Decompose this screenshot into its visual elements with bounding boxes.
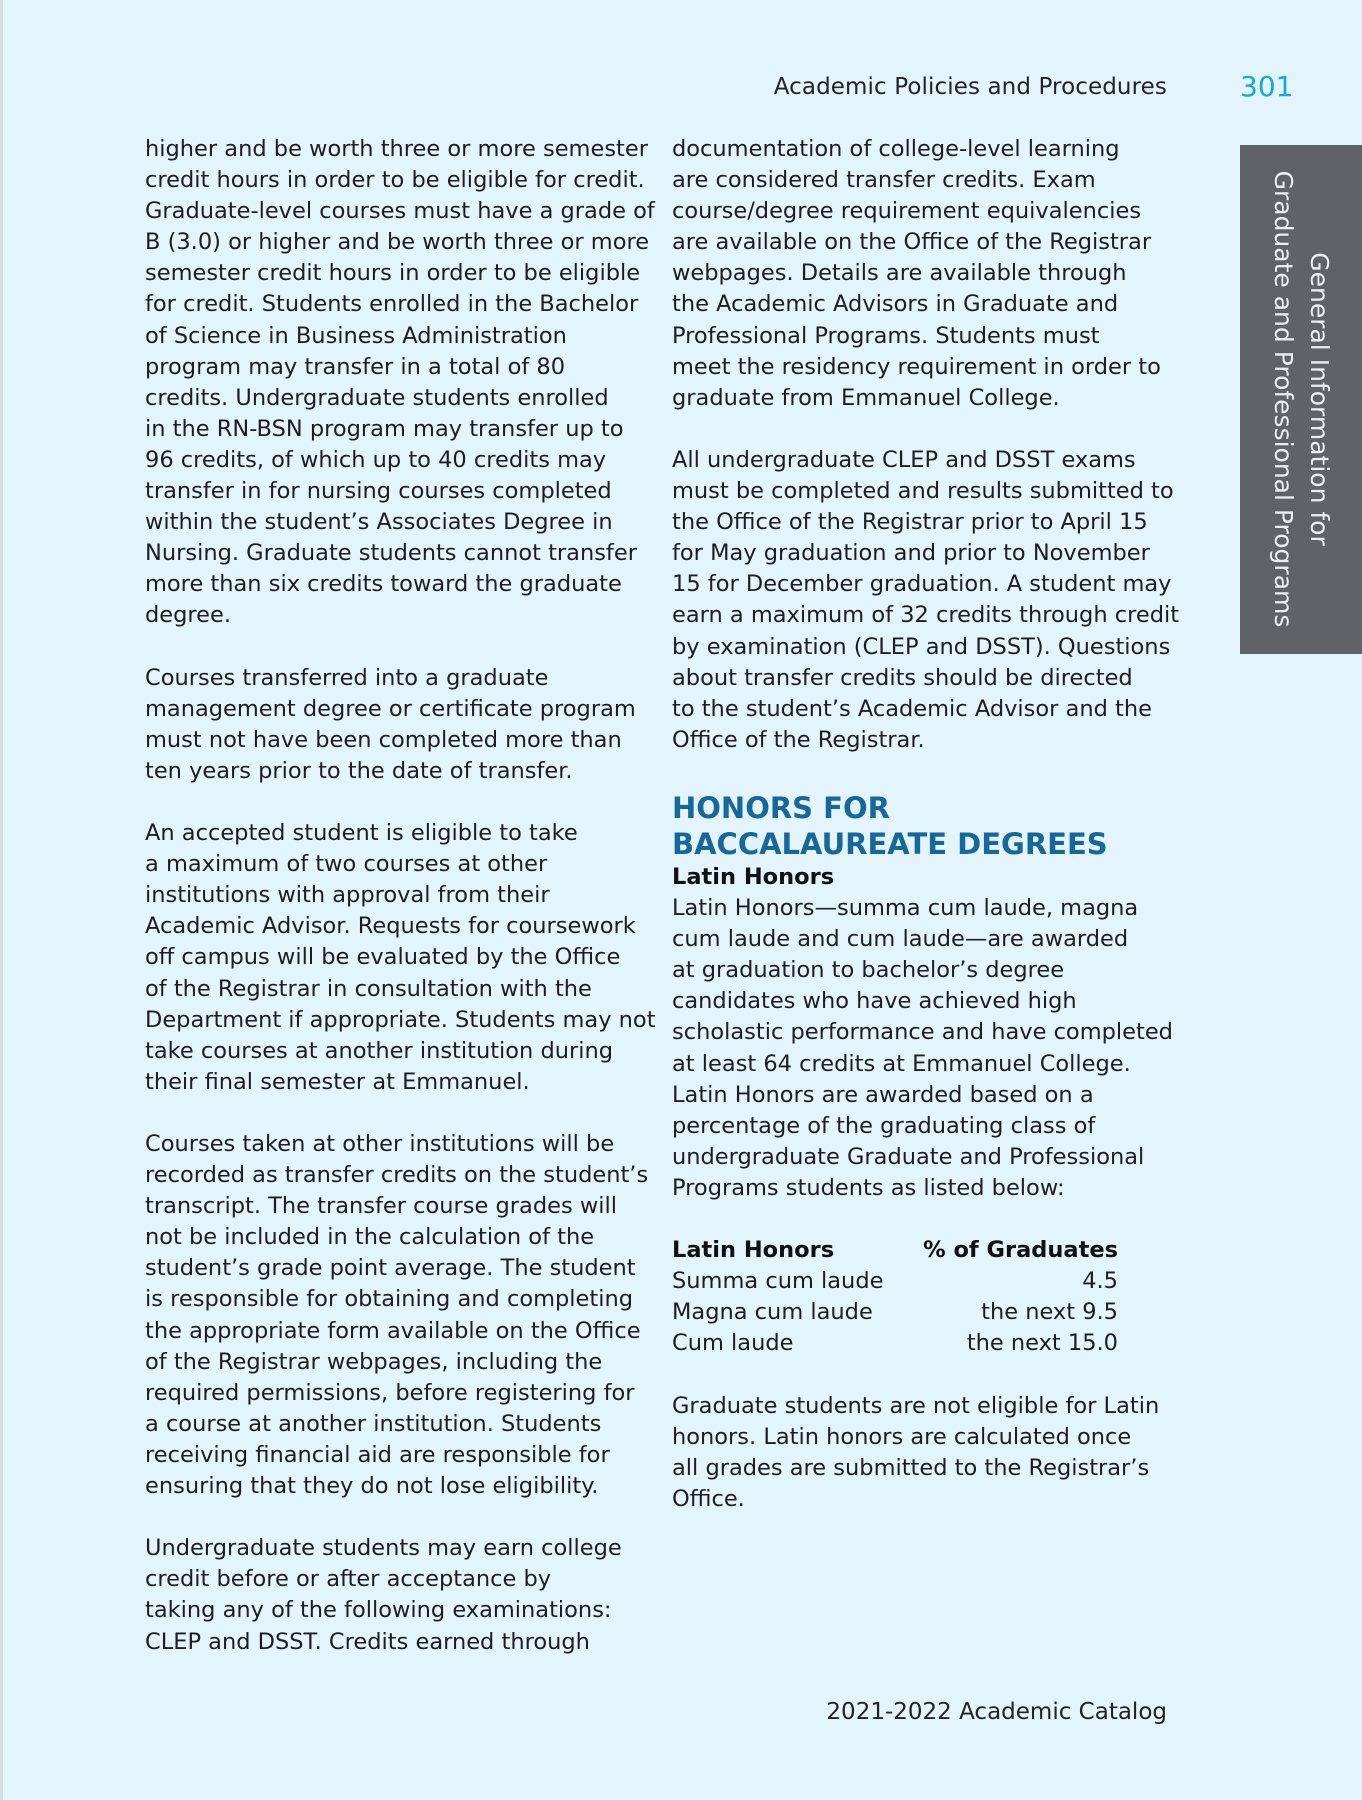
- text-line: must not have been completed more than: [145, 726, 622, 753]
- text-line: credit before or after acceptance by: [145, 1566, 552, 1593]
- text-line: Graduate students are not eligible for Latin: [672, 1392, 1160, 1419]
- text-line: of Science in Business Administration: [145, 322, 567, 349]
- text-line: scholastic performance and have completed: [672, 1019, 1173, 1046]
- text-line: CLEP and DSST. Credits earned through: [145, 1628, 590, 1655]
- text-line: a course at another institution. Students: [145, 1410, 602, 1437]
- section-side-tab: [1240, 145, 1362, 654]
- text-line: credits. Undergraduate students enrolled: [145, 384, 609, 411]
- column-header-latin-honors: Latin Honors: [672, 1237, 835, 1264]
- paragraph-transfer-documentation: [672, 134, 1172, 414]
- text-line: the Office of the Registrar prior to April 15: [672, 509, 1148, 536]
- text-line: An accepted student is eligible to take: [145, 820, 578, 847]
- paragraph-courses-at-other-institutions: [145, 818, 656, 1098]
- text-line: ten years prior to the date of transfer.: [145, 757, 573, 784]
- text-line: All undergraduate CLEP and DSST exams: [672, 446, 1136, 473]
- text-line: Programs students as listed below:: [672, 1174, 1065, 1201]
- text-line: a maximum of two courses at other: [145, 851, 548, 878]
- text-line: Graduate-level courses must have a grade of: [145, 198, 655, 225]
- text-line: to the student’s Academic Advisor and the: [672, 695, 1152, 722]
- right-column: [672, 134, 1180, 1546]
- honor-percent-cell: 4.5: [1082, 1268, 1118, 1295]
- section-side-tab-label: [1265, 159, 1337, 639]
- text-line: is responsible for obtaining and completing: [145, 1286, 633, 1313]
- text-line: earn a maximum of 32 credits through credit: [672, 602, 1180, 629]
- text-line: Latin Honors—summa cum laude, magna: [672, 895, 1139, 922]
- honor-percent-cell: the next 9.5: [981, 1299, 1118, 1326]
- text-line: meet the residency requirement in order to: [672, 353, 1161, 380]
- paragraph-transfer-credit-grades: [145, 134, 655, 632]
- text-line: webpages. Details are available through: [672, 260, 1127, 287]
- paragraph-latin-honors-description: [672, 893, 1172, 1204]
- honor-name-cell: Summa cum laude: [672, 1268, 884, 1295]
- latin-honors-table: [672, 1235, 1118, 1359]
- honor-name-cell: Magna cum laude: [672, 1299, 873, 1326]
- text-line: management degree or certificate program: [145, 695, 636, 722]
- text-line: ensuring that they do not lose eligibility.: [145, 1473, 599, 1500]
- text-line: required permissions, before registering for: [145, 1379, 635, 1406]
- table-row: [672, 1266, 1118, 1297]
- page-left-edge: [0, 0, 3, 1800]
- text-line: off campus will be evaluated by the Office: [145, 944, 621, 971]
- text-line: Courses taken at other institutions will be: [145, 1131, 615, 1157]
- text-line: by examination (CLEP and DSST). Questions: [672, 633, 1171, 660]
- text-line: for May graduation and prior to November: [672, 540, 1150, 567]
- paragraph-graduate-latin-honors: [672, 1391, 1172, 1515]
- text-line: program may transfer in a total of 80: [145, 353, 566, 380]
- text-line: degree.: [145, 602, 232, 629]
- text-line: of the Registrar in consultation with the: [145, 975, 592, 1002]
- table-row: [672, 1328, 1118, 1359]
- text-line: cum laude and cum laude—are awarded: [672, 926, 1129, 953]
- section-heading-honors: [672, 787, 1172, 862]
- subheading-latin-honors: Latin Honors: [672, 863, 835, 890]
- text-line: higher and be worth three or more semester: [145, 136, 648, 162]
- text-line: within the student’s Associates Degree in: [145, 509, 613, 536]
- left-column: [145, 134, 656, 1689]
- text-line: Office.: [672, 1485, 745, 1512]
- text-line: are available on the Office of the Registrar: [672, 229, 1152, 256]
- text-line: take courses at another institution during: [145, 1037, 614, 1064]
- paragraph-credit-by-examination: [145, 1533, 645, 1657]
- text-line: for credit. Students enrolled in the Bachelor: [145, 291, 639, 318]
- text-line: the Academic Advisors in Graduate and: [672, 291, 1119, 318]
- text-line: graduate from Emmanuel College.: [672, 384, 1060, 411]
- text-line: Office of the Registrar.: [672, 726, 925, 753]
- text-line: Latin Honors are awarded based on a: [672, 1081, 1094, 1108]
- text-line: Academic Advisor. Requests for coursework: [145, 913, 636, 940]
- text-line: of the Registrar webpages, including the: [145, 1348, 603, 1375]
- text-line: honors. Latin honors are calculated once: [672, 1423, 1132, 1450]
- running-head: Academic Policies and Procedures: [773, 74, 1167, 100]
- paragraph-transfer-credit-recording: [145, 1129, 649, 1502]
- text-line: more than six credits toward the graduate: [145, 571, 622, 598]
- text-line: institutions with approval from their: [145, 882, 550, 909]
- text-line: recorded as transfer credits on the student’s: [145, 1162, 649, 1189]
- text-line: B (3.0) or higher and be worth three or more: [145, 229, 650, 256]
- text-line: semester credit hours in order to be eligible: [145, 260, 641, 287]
- honor-percent-cell: the next 15.0: [966, 1330, 1118, 1357]
- text-line: the appropriate form available on the Office: [145, 1317, 641, 1344]
- text-line: Nursing. Graduate students cannot transfer: [145, 540, 637, 567]
- text-line: transcript. The transfer course grades will: [145, 1193, 617, 1220]
- paragraph-graduate-transfer-age: [145, 663, 645, 787]
- text-line: in the RN-BSN program may transfer up to: [145, 415, 624, 442]
- text-line: candidates who have achieved high: [672, 988, 1077, 1015]
- honor-name-cell: Cum laude: [672, 1330, 794, 1357]
- text-line: Department if appropriate. Students may not: [145, 1006, 656, 1033]
- text-line: student’s grade point average. The student: [145, 1255, 636, 1282]
- text-line: receiving financial aid are responsible for: [145, 1441, 610, 1468]
- paragraph-clep-dsst-deadlines: [672, 445, 1180, 756]
- text-line: transfer in for nursing courses completed: [145, 478, 612, 505]
- text-line: Courses transferred into a graduate: [145, 664, 549, 691]
- text-line: 96 credits, of which up to 40 credits may: [145, 446, 607, 473]
- text-line: Professional Programs. Students must: [672, 322, 1100, 349]
- text-line: undergraduate Graduate and Professional: [672, 1143, 1145, 1170]
- text-line: must be completed and results submitted to: [672, 478, 1174, 505]
- text-line: at graduation to bachelor’s degree: [672, 957, 1065, 984]
- table-header-row: [672, 1235, 1118, 1266]
- text-line: are considered transfer credits. Exam: [672, 167, 1096, 194]
- text-line: all grades are submitted to the Registrar’s: [672, 1454, 1150, 1481]
- text-line: documentation of college-level learning: [672, 136, 1120, 162]
- page-footer: 2021-2022 Academic Catalog: [826, 1699, 1167, 1725]
- text-line: course/degree requirement equivalencies: [672, 198, 1142, 225]
- side-tab-line-1: General Information for: [1305, 252, 1334, 546]
- page-number: 301: [1240, 70, 1294, 103]
- section-heading-line-1: HONORS FOR: [672, 790, 890, 825]
- column-header-percent-graduates: % of Graduates: [923, 1237, 1118, 1264]
- section-heading-line-2: BACCALAUREATE DEGREES: [672, 826, 1108, 861]
- text-line: taking any of the following examinations:: [145, 1597, 612, 1624]
- text-line: percentage of the graduating class of: [672, 1112, 1096, 1139]
- side-tab-line-2: Graduate and Professional Programs: [1269, 170, 1298, 628]
- text-line: Undergraduate students may earn college: [145, 1535, 622, 1562]
- table-row: [672, 1297, 1118, 1328]
- text-line: at least 64 credits at Emmanuel College.: [672, 1050, 1131, 1077]
- text-line: about transfer credits should be directed: [672, 664, 1133, 691]
- text-line: credit hours in order to be eligible for credit.: [145, 167, 645, 194]
- text-line: 15 for December graduation. A student may: [672, 571, 1172, 598]
- text-line: not be included in the calculation of the: [145, 1224, 595, 1251]
- text-line: their final semester at Emmanuel.: [145, 1068, 530, 1095]
